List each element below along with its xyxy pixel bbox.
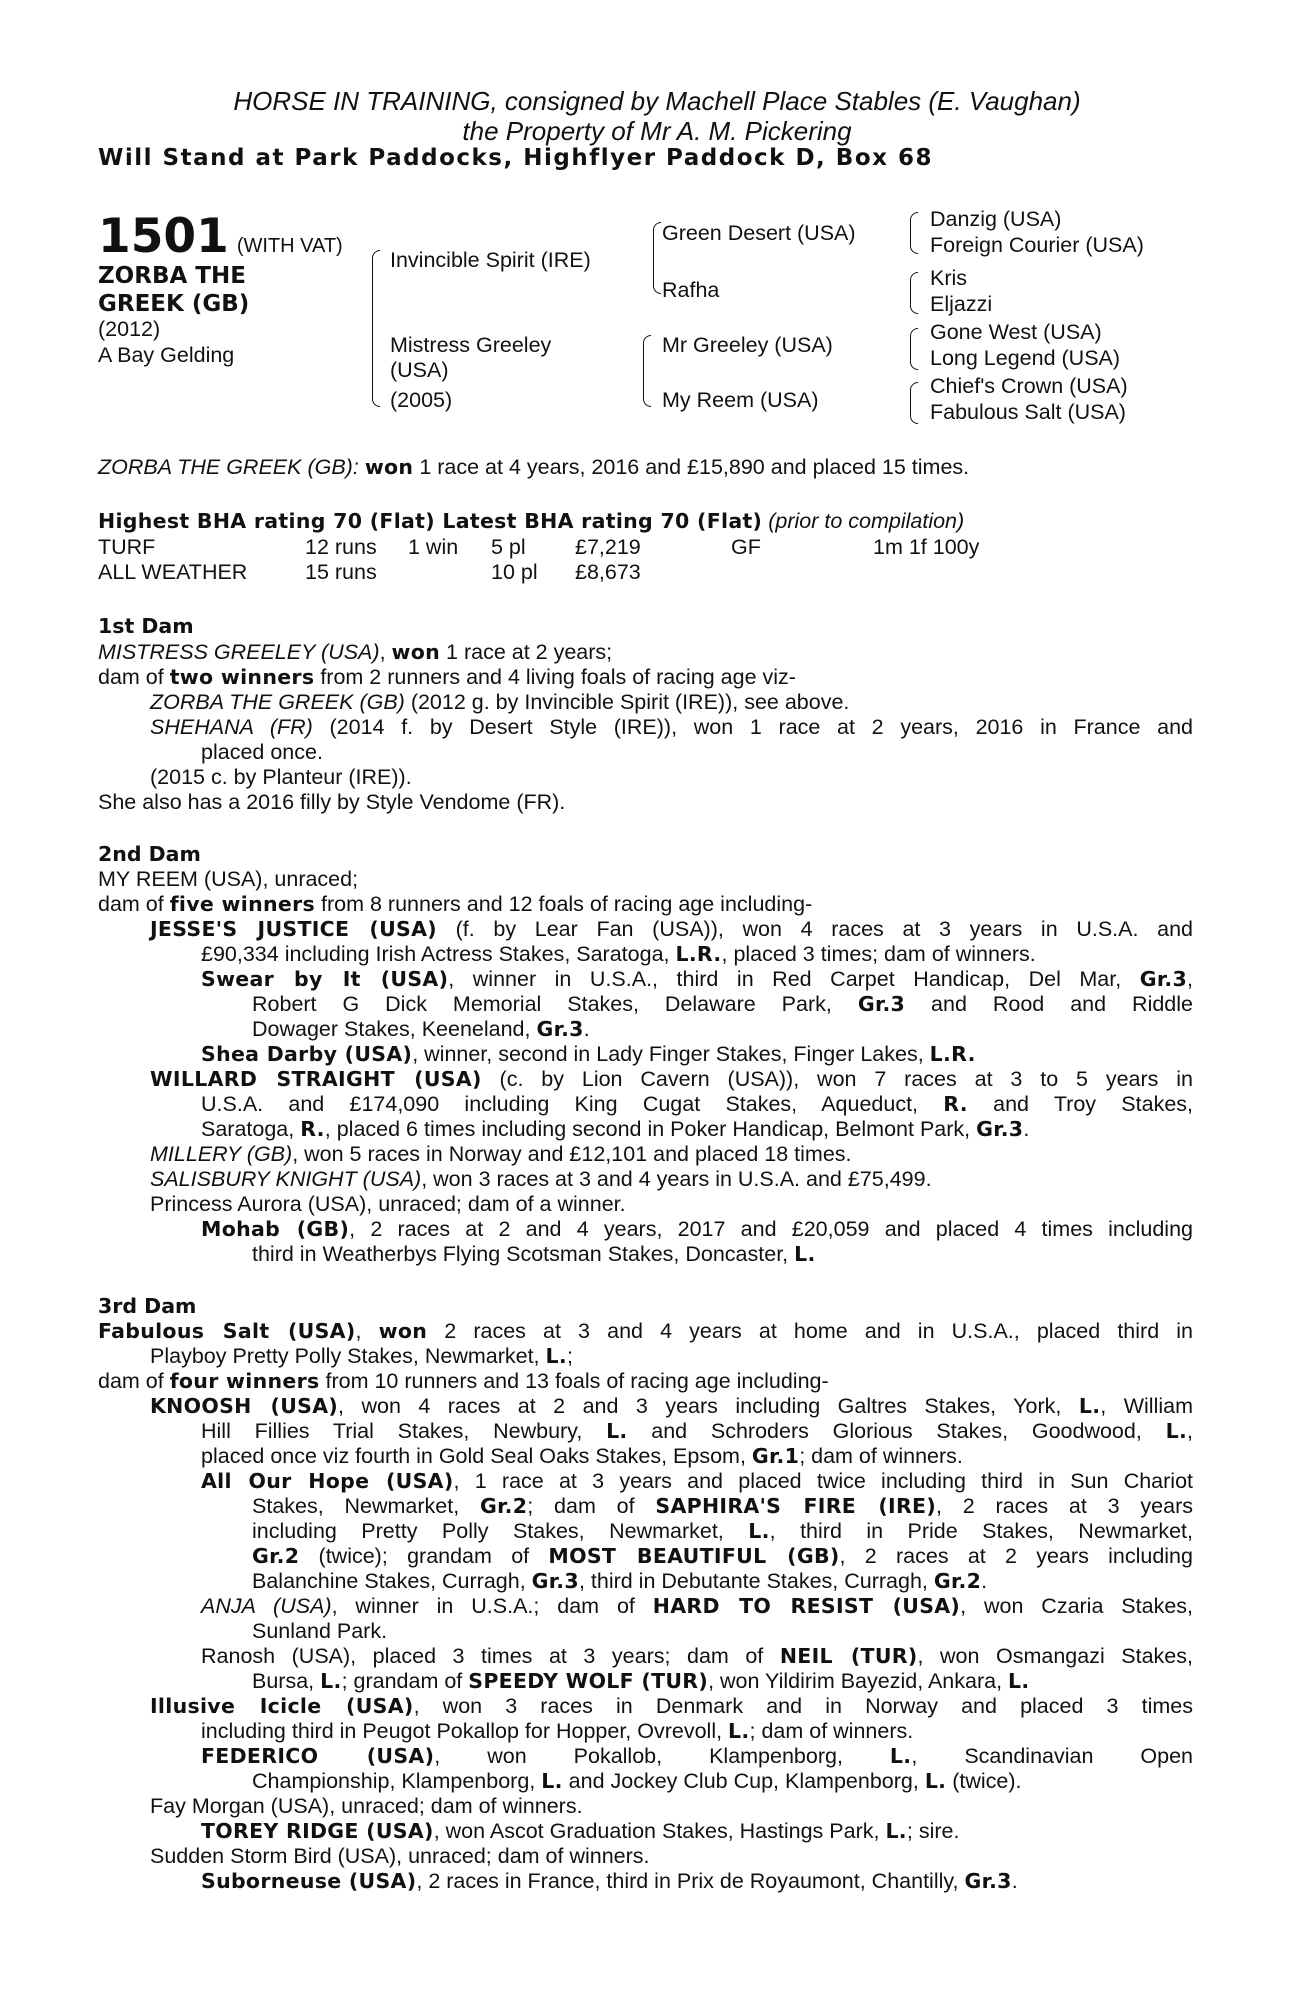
pedigree-bracket xyxy=(910,212,918,254)
pedigree-dam-line3: (2005) xyxy=(390,388,453,412)
pedigree-sire-dam: Rafha xyxy=(662,278,720,302)
dam3-entry-cont xyxy=(252,1769,1022,1795)
dam2-entry xyxy=(150,1142,852,1168)
text-span: , winner, second in Lady Finger Stakes, Finger Lakes, xyxy=(412,1042,930,1066)
pedigree-gen3-7: Chief's Crown (USA) xyxy=(930,374,1128,398)
text-span: ; xyxy=(566,1344,573,1368)
dam3-entry-cont xyxy=(252,1544,1193,1570)
turf-runs: 12 runs xyxy=(305,535,377,559)
pedigree-gen3-8: Fabulous Salt (USA) xyxy=(930,400,1126,424)
text-span: L. xyxy=(885,1819,907,1843)
text-span: ; sire. xyxy=(906,1819,960,1843)
text-span: (2012 g. by Invincible Spirit (IRE)), see above. xyxy=(404,690,850,714)
text-span: and Schroders Glorious Stakes, Goodwood, xyxy=(627,1419,1166,1443)
text-span: L. xyxy=(541,1769,563,1793)
pedigree-gen3-6: Long Legend (USA) xyxy=(930,346,1121,370)
dam3-entry xyxy=(150,1694,1193,1720)
pedigree-bracket xyxy=(910,382,918,424)
dam2-entry xyxy=(150,917,1193,943)
text-span: four winners xyxy=(169,1369,320,1393)
text-span: SPEEDY WOLF (TUR) xyxy=(468,1669,709,1693)
text-span: U.S.A. and £174,090 including King Cugat Stakes, Aqueduct, xyxy=(201,1092,944,1116)
catalogue-header-line1: HORSE IN TRAINING, consigned by Machell Place Stables (E. Vaughan) xyxy=(233,86,1081,116)
text-span: and Jockey Club Cup, Klampenborg, xyxy=(562,1769,925,1793)
dam3-entry-cont xyxy=(252,1669,1029,1695)
dam1-foal-cont: placed once. xyxy=(201,740,323,764)
text-span: , won Osmangazi Stakes, xyxy=(917,1644,1193,1668)
vat-note: (WITH VAT) xyxy=(236,235,343,257)
pedigree-sire: Invincible Spirit (IRE) xyxy=(390,248,591,272)
text-span: Swear by It (USA) xyxy=(201,967,449,991)
text-span: , won 3 races at 3 and 4 years in U.S.A. and £75,499. xyxy=(421,1167,932,1191)
text-span: TOREY RIDGE (USA) xyxy=(201,1819,434,1843)
aw-label: ALL WEATHER xyxy=(98,560,248,584)
text-span: (2014 f. by Desert Style (IRE)), won 1 race at 2 years, 2016 in France and xyxy=(312,715,1193,739)
text-span: R. xyxy=(943,1092,968,1116)
text-span: Balanchine Stakes, Curragh, xyxy=(252,1569,532,1593)
aw-placed: 10 pl xyxy=(491,560,538,584)
text-span: ; dam of winners. xyxy=(749,1719,914,1743)
text-span: , xyxy=(355,1319,379,1343)
text-span: from 2 runners and 4 living foals of racing age viz- xyxy=(314,665,796,689)
text-span: L.R. xyxy=(675,942,722,966)
dam2-entry-cont xyxy=(252,1242,816,1268)
dam2-entry xyxy=(201,1217,1193,1243)
text-span: ZORBA THE GREEK (GB) xyxy=(150,690,405,714)
lot-block xyxy=(98,209,343,264)
pedigree-dam-sire: Mr Greeley (USA) xyxy=(662,333,833,357)
text-span: , 2 races at 2 years including xyxy=(839,1544,1193,1568)
text-span: All Our Hope (USA) xyxy=(201,1469,454,1493)
turf-placed: 5 pl xyxy=(491,535,526,559)
section-first-dam: 1st Dam xyxy=(98,614,194,638)
summary-won: won xyxy=(364,455,414,479)
text-span: L. xyxy=(1165,1419,1188,1443)
text-span: L. xyxy=(794,1242,816,1266)
dam2-entry-cont xyxy=(252,992,1193,1018)
text-span: two winners xyxy=(169,665,315,689)
pedigree-gen3-4: Eljazzi xyxy=(930,292,993,316)
bha-rating-note: (prior to compilation) xyxy=(768,509,965,533)
text-span: Fabulous Salt (USA) xyxy=(98,1319,356,1343)
text-span: SHEHANA (FR) xyxy=(150,715,313,739)
horse-description: A Bay Gelding xyxy=(98,343,235,367)
text-span: Playboy Pretty Polly Stakes, Newmarket, xyxy=(150,1344,546,1368)
aw-runs: 15 runs xyxy=(305,560,377,584)
turf-wins: 1 win xyxy=(408,535,459,559)
text-span: ANJA (USA) xyxy=(201,1594,332,1618)
text-span: MILLERY (GB) xyxy=(150,1142,293,1166)
text-span: , placed 6 times including second in Poker Handicap, Belmont Park, xyxy=(324,1117,977,1141)
text-span: Gr.2 xyxy=(252,1544,300,1568)
text-span: (c. by Lion Cavern (USA)), won 7 races at 3 to 5 years in xyxy=(481,1067,1193,1091)
text-span: , won 4 races at 2 and 3 years including Galtres Stakes, York, xyxy=(338,1394,1079,1418)
dam1-foal xyxy=(150,690,849,716)
dam2-line xyxy=(98,892,812,918)
dam2-entry xyxy=(201,967,1193,993)
aw-prize: £8,673 xyxy=(575,560,641,584)
text-span: from 8 runners and 12 foals of racing age including- xyxy=(315,892,813,916)
dam2-entry-cont xyxy=(252,1017,590,1043)
text-span: . xyxy=(1023,1117,1030,1141)
text-span: dam of xyxy=(98,665,170,689)
text-span: Shea Darby (USA) xyxy=(201,1042,413,1066)
text-span: L. xyxy=(545,1344,567,1368)
text-span: L. xyxy=(1078,1394,1101,1418)
dam3-line-cont xyxy=(150,1344,573,1370)
turf-distance: 1m 1f 100y xyxy=(873,535,980,559)
pedigree-gen3-3: Kris xyxy=(930,266,968,290)
text-span: Dowager Stakes, Keeneland, xyxy=(252,1017,537,1041)
dam3-line xyxy=(98,1369,829,1395)
text-span: , 2 races at 3 years xyxy=(936,1494,1193,1518)
dam1-note: She also has a 2016 filly by Style Vendome (FR). xyxy=(98,790,566,814)
text-span: , 1 race at 3 years and placed twice including third in Sun Chariot xyxy=(453,1469,1193,1493)
turf-going: GF xyxy=(731,535,761,559)
text-span: L. xyxy=(606,1419,628,1443)
text-span: SAPHIRA'S FIRE (IRE) xyxy=(655,1494,937,1518)
text-span: Robert G Dick Memorial Stakes, Delaware Park, xyxy=(252,992,858,1016)
dam3-entry-cont xyxy=(201,1444,963,1470)
text-span: L. xyxy=(924,1769,947,1793)
turf-label: TURF xyxy=(98,535,156,559)
text-span: R. xyxy=(300,1117,325,1141)
dam3-entry-cont xyxy=(252,1569,987,1595)
text-span: FEDERICO (USA) xyxy=(201,1744,435,1768)
text-span: from 10 runners and 13 foals of racing age including- xyxy=(319,1369,829,1393)
text-span: , xyxy=(379,640,392,664)
text-span: won xyxy=(378,1319,428,1343)
text-span: SALISBURY KNIGHT (USA) xyxy=(150,1167,422,1191)
pedigree-sire-sire: Green Desert (USA) xyxy=(662,221,856,245)
text-span: WILLARD STRAIGHT (USA) xyxy=(150,1067,482,1091)
text-span: , winner in U.S.A.; dam of xyxy=(331,1594,653,1618)
dam3-entry-cont: Sunland Park. xyxy=(252,1619,388,1643)
dam2-entry-cont xyxy=(201,1092,1193,1118)
dam1-foal xyxy=(150,715,1193,741)
pedigree-dam-dam: My Reem (USA) xyxy=(662,388,819,412)
text-span: , won 5 races in Norway and £12,101 and placed 18 times. xyxy=(292,1142,852,1166)
dam3-entry: Sudden Storm Bird (USA), unraced; dam of winners. xyxy=(150,1844,650,1868)
text-span: , 2 races in France, third in Prix de Royaumont, Chantilly, xyxy=(416,1869,965,1893)
text-span: (twice). xyxy=(946,1769,1022,1793)
dam2-entry-cont xyxy=(201,942,1036,968)
text-span: L. xyxy=(748,1519,770,1543)
text-span: L. xyxy=(889,1744,912,1768)
text-span: MOST BEAUTIFUL (GB) xyxy=(548,1544,840,1568)
stall-location: Will Stand at Park Paddocks, Highflyer Paddock D, Box 68 xyxy=(98,145,933,171)
text-span: ; dam of winners. xyxy=(799,1444,963,1468)
dam3-entry-cont xyxy=(252,1519,1193,1545)
dam2-entry-cont xyxy=(201,1117,1029,1143)
text-span: , won Pokallob, Klampenborg, xyxy=(434,1744,890,1768)
dam2-entry: Princess Aurora (USA), unraced; dam of a winner. xyxy=(150,1192,626,1216)
text-span: , won Czaria Stakes, xyxy=(960,1594,1193,1618)
text-span: , xyxy=(1187,1419,1194,1443)
dam3-entry xyxy=(201,1819,959,1845)
text-span: Gr.3 xyxy=(857,992,906,1016)
text-span: Gr.2 xyxy=(933,1569,982,1593)
dam3-entry-cont xyxy=(252,1494,1193,1520)
text-span: , won 3 races in Denmark and in Norway and placed 3 times xyxy=(413,1694,1193,1718)
text-span: NEIL (TUR) xyxy=(779,1644,918,1668)
pedigree-bracket xyxy=(372,250,380,407)
text-span: Championship, Klampenborg, xyxy=(252,1769,542,1793)
section-third-dam: 3rd Dam xyxy=(98,1294,197,1318)
dam1-foal: (2015 c. by Planteur (IRE)). xyxy=(150,765,412,789)
catalogue-header-line2: the Property of Mr A. M. Pickering xyxy=(462,116,852,146)
summary-horse-name: ZORBA THE GREEK (GB) xyxy=(98,455,353,479)
text-span: , placed 3 times; dam of winners. xyxy=(721,942,1036,966)
bha-rating-text: Highest BHA rating 70 (Flat) Latest BHA rating 70 (Flat) xyxy=(98,509,763,533)
text-span: placed once viz fourth in Gold Seal Oaks Stakes, Epsom, xyxy=(201,1444,752,1468)
text-span: 2 races at 3 and 4 years at home and in U.S.A., placed third in xyxy=(427,1319,1193,1343)
text-span: (f. by Lear Fan (USA)), won 4 races at 3 years in U.S.A. and xyxy=(436,917,1193,941)
text-span: ; dam of xyxy=(527,1494,656,1518)
pedigree-gen3-1: Danzig (USA) xyxy=(930,207,1062,231)
turf-prize: £7,219 xyxy=(575,535,641,559)
text-span: , won Ascot Graduation Stakes, Hastings Park, xyxy=(433,1819,886,1843)
dam3-entry xyxy=(201,1869,1018,1895)
text-span: including third in Peugot Pokallop for Hopper, Ovrevoll, xyxy=(201,1719,729,1743)
pedigree-bracket xyxy=(910,272,918,314)
dam2-line: MY REEM (USA), unraced; xyxy=(98,867,359,891)
text-span: , William xyxy=(1100,1394,1193,1418)
text-span: £90,334 including Irish Actress Stakes, Saratoga, xyxy=(201,942,676,966)
text-span: Gr.3 xyxy=(536,1017,584,1041)
dam3-entry xyxy=(201,1469,1193,1495)
text-span: and Troy Stakes, xyxy=(967,1092,1193,1116)
text-span: Gr.3 xyxy=(531,1569,579,1593)
text-span: , third in Debutante Stakes, Curragh, xyxy=(578,1569,934,1593)
text-span: 1 race at 2 years; xyxy=(440,640,613,664)
text-span: Ranosh (USA), placed 3 times at 3 years; dam of xyxy=(201,1644,780,1668)
text-span: MISTRESS GREELEY (USA) xyxy=(98,640,380,664)
text-span: , xyxy=(1187,967,1193,991)
pedigree-dam-line2: (USA) xyxy=(390,358,449,382)
dam3-line xyxy=(98,1319,1193,1345)
text-span: JESSE'S JUSTICE (USA) xyxy=(150,917,437,941)
pedigree-gen3-5: Gone West (USA) xyxy=(930,320,1102,344)
text-span: L.R. xyxy=(929,1042,976,1066)
text-span: Bursa, xyxy=(252,1669,321,1693)
text-span: Stakes, Newmarket, xyxy=(252,1494,480,1518)
dam3-entry: Fay Morgan (USA), unraced; dam of winners. xyxy=(150,1794,583,1818)
text-span: Saratoga, xyxy=(201,1117,301,1141)
text-span: HARD TO RESIST (USA) xyxy=(652,1594,961,1618)
text-span: ; grandam of xyxy=(341,1669,469,1693)
horse-name: ZORBA THE GREEK (GB) xyxy=(98,263,250,317)
dam3-entry xyxy=(150,1394,1193,1420)
text-span: . xyxy=(981,1569,988,1593)
text-span: , Scandinavian Open xyxy=(911,1744,1193,1768)
dam3-entry-cont xyxy=(201,1419,1193,1445)
text-span: , winner in U.S.A., third in Red Carpet Handicap, Del Mar, xyxy=(448,967,1140,991)
text-span: (twice); grandam of xyxy=(299,1544,549,1568)
dam3-entry-cont xyxy=(201,1719,913,1745)
bha-ratings xyxy=(98,509,964,535)
text-span: Mohab (GB) xyxy=(201,1217,350,1241)
text-span: won xyxy=(391,640,441,664)
pedigree-gen3-2: Foreign Courier (USA) xyxy=(930,233,1144,257)
text-span: and Rood and Riddle xyxy=(905,992,1193,1016)
text-span: third in Weatherbys Flying Scotsman Stakes, Doncaster, xyxy=(252,1242,795,1266)
text-span: . xyxy=(583,1017,590,1041)
pedigree-bracket xyxy=(643,335,651,407)
dam2-entry xyxy=(201,1042,976,1068)
text-span: Illusive Icicle (USA) xyxy=(150,1694,414,1718)
text-span: Suborneuse (USA) xyxy=(201,1869,417,1893)
pedigree-bracket xyxy=(653,222,661,294)
dam3-entry xyxy=(201,1644,1193,1670)
pedigree-dam-line1: Mistress Greeley xyxy=(390,333,552,357)
text-span: Gr.3 xyxy=(1139,967,1188,991)
text-span: Gr.3 xyxy=(976,1117,1024,1141)
summary-text: 1 race at 4 years, 2016 and £15,890 and placed 15 times. xyxy=(413,455,970,479)
dam1-line xyxy=(98,640,612,666)
dam3-entry xyxy=(201,1744,1193,1770)
text-span: . xyxy=(1011,1869,1018,1893)
text-span: , 2 races at 2 and 4 years, 2017 and £20,059 and placed 4 times including xyxy=(349,1217,1193,1241)
section-second-dam: 2nd Dam xyxy=(98,842,201,866)
dam2-entry xyxy=(150,1167,932,1193)
text-span: five winners xyxy=(169,892,316,916)
text-span: dam of xyxy=(98,892,170,916)
text-span: , third in Pride Stakes, Newmarket, xyxy=(769,1519,1193,1543)
text-span: Gr.1 xyxy=(751,1444,800,1468)
dam1-line xyxy=(98,665,796,691)
race-summary: ZORBA THE GREEK (GB): won 1 race at 4 years, 2016 and £15,890 and placed 15 times. xyxy=(98,455,970,479)
dam3-entry xyxy=(201,1594,1193,1620)
text-span: Hill Fillies Trial Stakes, Newbury, xyxy=(201,1419,607,1443)
text-span: L. xyxy=(320,1669,342,1693)
dam2-entry xyxy=(150,1067,1193,1093)
text-span: including Pretty Polly Stakes, Newmarket, xyxy=(252,1519,749,1543)
text-span: , won Yildirim Bayezid, Ankara, xyxy=(708,1669,1009,1693)
text-span: Gr.3 xyxy=(964,1869,1012,1893)
lot-number: 1501 xyxy=(98,209,229,264)
horse-year: (2012) xyxy=(98,317,161,341)
text-span: dam of xyxy=(98,1369,170,1393)
text-span: L. xyxy=(728,1719,750,1743)
text-span: KNOOSH (USA) xyxy=(150,1394,339,1418)
pedigree-bracket xyxy=(910,328,918,370)
text-span: Gr.2 xyxy=(480,1494,528,1518)
text-span: L. xyxy=(1008,1669,1030,1693)
